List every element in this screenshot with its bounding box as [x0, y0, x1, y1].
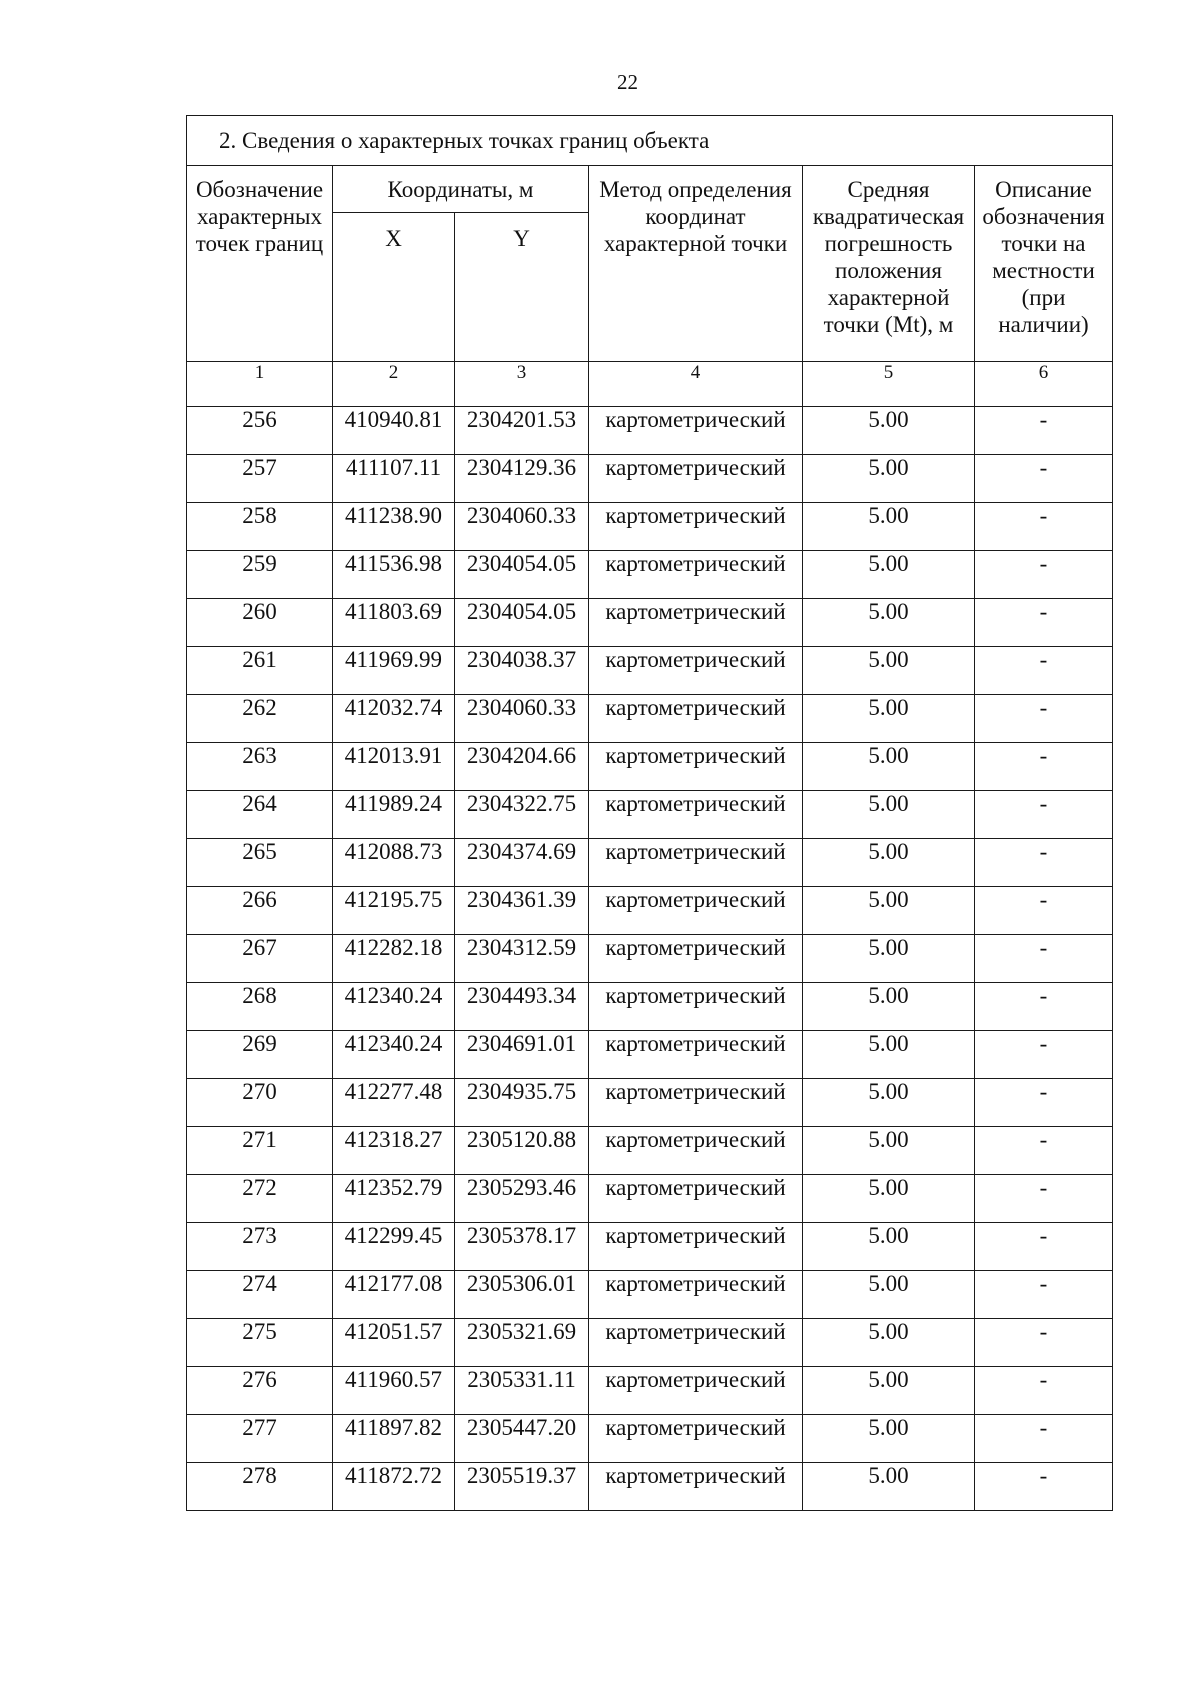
error-cell: 5.00 — [803, 1271, 975, 1319]
error-cell: 5.00 — [803, 407, 975, 455]
boundary-points-table — [186, 115, 1113, 1511]
method-cell: картометрический — [589, 695, 803, 743]
description-cell: - — [975, 1463, 1113, 1511]
column-number: 1 — [187, 362, 333, 407]
y-cell: 2304201.53 — [455, 407, 589, 455]
x-cell: 412032.74 — [333, 695, 455, 743]
description-cell: - — [975, 935, 1113, 983]
point-cell: 276 — [187, 1367, 333, 1415]
x-cell: 412299.45 — [333, 1223, 455, 1271]
point-cell: 268 — [187, 983, 333, 1031]
header-x: X — [333, 213, 455, 362]
header-point: Обозначение характерных точек границ — [187, 166, 333, 362]
column-number: 3 — [455, 362, 589, 407]
method-cell: картометрический — [589, 887, 803, 935]
description-cell: - — [975, 1079, 1113, 1127]
x-cell: 412340.24 — [333, 983, 455, 1031]
error-cell: 5.00 — [803, 839, 975, 887]
table-row — [187, 1271, 1113, 1319]
y-cell: 2304038.37 — [455, 647, 589, 695]
table-row — [187, 1175, 1113, 1223]
error-cell: 5.00 — [803, 743, 975, 791]
x-cell: 412277.48 — [333, 1079, 455, 1127]
error-cell: 5.00 — [803, 599, 975, 647]
method-cell: картометрический — [589, 599, 803, 647]
y-cell: 2304322.75 — [455, 791, 589, 839]
point-cell: 274 — [187, 1271, 333, 1319]
table-row — [187, 407, 1113, 455]
description-cell: - — [975, 791, 1113, 839]
method-cell: картометрический — [589, 1175, 803, 1223]
method-cell: картометрический — [589, 503, 803, 551]
x-cell: 411960.57 — [333, 1367, 455, 1415]
description-cell: - — [975, 455, 1113, 503]
point-cell: 259 — [187, 551, 333, 599]
point-cell: 258 — [187, 503, 333, 551]
y-cell: 2304204.66 — [455, 743, 589, 791]
description-cell: - — [975, 887, 1113, 935]
method-cell: картометрический — [589, 1271, 803, 1319]
error-cell: 5.00 — [803, 1367, 975, 1415]
table-row — [187, 695, 1113, 743]
y-cell: 2305447.20 — [455, 1415, 589, 1463]
description-cell: - — [975, 1367, 1113, 1415]
table-row — [187, 1463, 1113, 1511]
point-cell: 277 — [187, 1415, 333, 1463]
table-row — [187, 455, 1113, 503]
x-cell: 412282.18 — [333, 935, 455, 983]
header-description: Описание обозначения точки на местности (при наличии) — [975, 166, 1113, 362]
error-cell: 5.00 — [803, 1415, 975, 1463]
point-cell: 266 — [187, 887, 333, 935]
point-cell: 263 — [187, 743, 333, 791]
y-cell: 2304060.33 — [455, 695, 589, 743]
x-cell: 410940.81 — [333, 407, 455, 455]
table-row — [187, 1319, 1113, 1367]
x-cell: 412352.79 — [333, 1175, 455, 1223]
method-cell: картометрический — [589, 1223, 803, 1271]
description-cell: - — [975, 1415, 1113, 1463]
y-cell: 2305293.46 — [455, 1175, 589, 1223]
error-cell: 5.00 — [803, 1463, 975, 1511]
error-cell: 5.00 — [803, 1079, 975, 1127]
y-cell: 2305331.11 — [455, 1367, 589, 1415]
table-row — [187, 599, 1113, 647]
description-cell: - — [975, 647, 1113, 695]
column-number: 6 — [975, 362, 1113, 407]
x-cell: 412013.91 — [333, 743, 455, 791]
error-cell: 5.00 — [803, 695, 975, 743]
x-cell: 411872.72 — [333, 1463, 455, 1511]
method-cell: картометрический — [589, 935, 803, 983]
point-cell: 273 — [187, 1223, 333, 1271]
point-cell: 261 — [187, 647, 333, 695]
header-method: Метод определения координат характерной точки — [589, 166, 803, 362]
y-cell: 2304060.33 — [455, 503, 589, 551]
y-cell: 2304935.75 — [455, 1079, 589, 1127]
y-cell: 2304054.05 — [455, 599, 589, 647]
table-row — [187, 1031, 1113, 1079]
table-row — [187, 935, 1113, 983]
error-cell: 5.00 — [803, 455, 975, 503]
description-cell: - — [975, 503, 1113, 551]
header-error: Средняя квадратическая погрешность положения характерной точки (Mt), м — [803, 166, 975, 362]
description-cell: - — [975, 983, 1113, 1031]
y-cell: 2304129.36 — [455, 455, 589, 503]
x-cell: 412195.75 — [333, 887, 455, 935]
method-cell: картометрический — [589, 791, 803, 839]
method-cell: картометрический — [589, 1031, 803, 1079]
table-row — [187, 503, 1113, 551]
y-cell: 2305306.01 — [455, 1271, 589, 1319]
table-row — [187, 743, 1113, 791]
column-number-row — [187, 362, 1113, 407]
point-cell: 256 — [187, 407, 333, 455]
description-cell: - — [975, 743, 1113, 791]
point-cell: 269 — [187, 1031, 333, 1079]
x-cell: 411238.90 — [333, 503, 455, 551]
table-row — [187, 983, 1113, 1031]
column-number: 5 — [803, 362, 975, 407]
x-cell: 411969.99 — [333, 647, 455, 695]
table-row — [187, 551, 1113, 599]
table-row — [187, 1127, 1113, 1175]
description-cell: - — [975, 1175, 1113, 1223]
x-cell: 412340.24 — [333, 1031, 455, 1079]
point-cell: 262 — [187, 695, 333, 743]
point-cell: 275 — [187, 1319, 333, 1367]
point-cell: 265 — [187, 839, 333, 887]
point-cell: 264 — [187, 791, 333, 839]
x-cell: 412088.73 — [333, 839, 455, 887]
y-cell: 2304361.39 — [455, 887, 589, 935]
method-cell: картометрический — [589, 743, 803, 791]
point-cell: 257 — [187, 455, 333, 503]
method-cell: картометрический — [589, 1127, 803, 1175]
method-cell: картометрический — [589, 1367, 803, 1415]
x-cell: 411989.24 — [333, 791, 455, 839]
error-cell: 5.00 — [803, 983, 975, 1031]
description-cell: - — [975, 1127, 1113, 1175]
y-cell: 2304374.69 — [455, 839, 589, 887]
y-cell: 2304312.59 — [455, 935, 589, 983]
x-cell: 411897.82 — [333, 1415, 455, 1463]
method-cell: картометрический — [589, 1319, 803, 1367]
x-cell: 411536.98 — [333, 551, 455, 599]
table-row — [187, 791, 1113, 839]
error-cell: 5.00 — [803, 1319, 975, 1367]
y-cell: 2304691.01 — [455, 1031, 589, 1079]
table-row — [187, 1367, 1113, 1415]
error-cell: 5.00 — [803, 503, 975, 551]
error-cell: 5.00 — [803, 791, 975, 839]
method-cell: картометрический — [589, 1079, 803, 1127]
column-number: 2 — [333, 362, 455, 407]
point-cell: 278 — [187, 1463, 333, 1511]
description-cell: - — [975, 1319, 1113, 1367]
y-cell: 2304054.05 — [455, 551, 589, 599]
x-cell: 411803.69 — [333, 599, 455, 647]
x-cell: 411107.11 — [333, 455, 455, 503]
description-cell: - — [975, 1223, 1113, 1271]
error-cell: 5.00 — [803, 935, 975, 983]
method-cell: картометрический — [589, 551, 803, 599]
error-cell: 5.00 — [803, 1127, 975, 1175]
description-cell: - — [975, 1271, 1113, 1319]
point-cell: 270 — [187, 1079, 333, 1127]
x-cell: 412318.27 — [333, 1127, 455, 1175]
x-cell: 412051.57 — [333, 1319, 455, 1367]
method-cell: картометрический — [589, 1415, 803, 1463]
x-cell: 412177.08 — [333, 1271, 455, 1319]
error-cell: 5.00 — [803, 1223, 975, 1271]
method-cell: картометрический — [589, 407, 803, 455]
point-cell: 260 — [187, 599, 333, 647]
section-title: 2. Сведения о характерных точках границ объекта — [187, 116, 1113, 166]
method-cell: картометрический — [589, 455, 803, 503]
description-cell: - — [975, 599, 1113, 647]
table-row — [187, 1223, 1113, 1271]
error-cell: 5.00 — [803, 551, 975, 599]
error-cell: 5.00 — [803, 1175, 975, 1223]
description-cell: - — [975, 407, 1113, 455]
method-cell: картометрический — [589, 983, 803, 1031]
point-cell: 271 — [187, 1127, 333, 1175]
y-cell: 2305519.37 — [455, 1463, 589, 1511]
y-cell: 2305378.17 — [455, 1223, 589, 1271]
point-cell: 267 — [187, 935, 333, 983]
y-cell: 2304493.34 — [455, 983, 589, 1031]
error-cell: 5.00 — [803, 887, 975, 935]
error-cell: 5.00 — [803, 1031, 975, 1079]
method-cell: картометрический — [589, 1463, 803, 1511]
y-cell: 2305321.69 — [455, 1319, 589, 1367]
table-row — [187, 647, 1113, 695]
table-row — [187, 1415, 1113, 1463]
description-cell: - — [975, 839, 1113, 887]
description-cell: - — [975, 1031, 1113, 1079]
table-row — [187, 887, 1113, 935]
description-cell: - — [975, 551, 1113, 599]
y-cell: 2305120.88 — [455, 1127, 589, 1175]
page-number: 22 — [617, 70, 638, 94]
point-cell: 272 — [187, 1175, 333, 1223]
table-row — [187, 1079, 1113, 1127]
header-coordinates: Координаты, м — [333, 166, 589, 213]
table-body — [187, 407, 1113, 1511]
header-y: Y — [455, 213, 589, 362]
method-cell: картометрический — [589, 839, 803, 887]
error-cell: 5.00 — [803, 647, 975, 695]
description-cell: - — [975, 695, 1113, 743]
column-number: 4 — [589, 362, 803, 407]
method-cell: картометрический — [589, 647, 803, 695]
table-row — [187, 839, 1113, 887]
